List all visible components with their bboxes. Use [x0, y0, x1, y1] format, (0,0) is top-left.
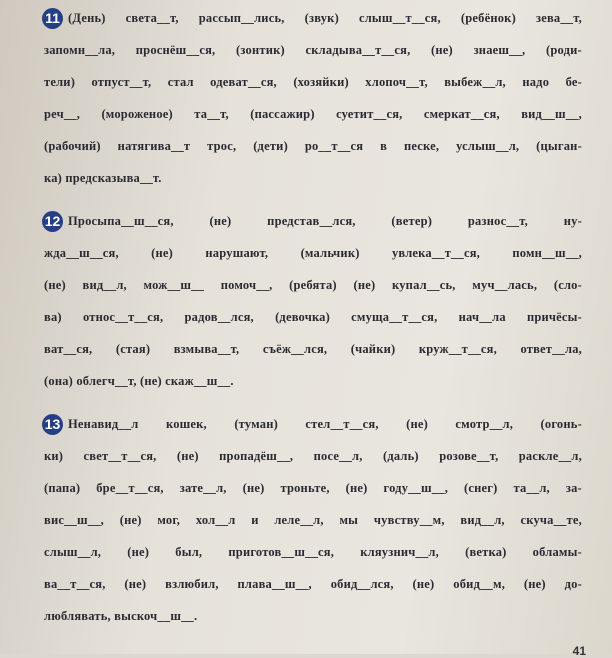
- line-text: (папа) бре__т__ся, зате__л, (не) троньте, (не) году__ш__, (снег) та__л, за-: [44, 481, 582, 495]
- exercise-line: [44, 508, 582, 540]
- exercise-line: [44, 209, 582, 241]
- exercise-line: [44, 604, 582, 636]
- line-text: слыш__л, (не) был, приготов__ш__ся, кляузнич__л, (ветка) обламы-: [44, 545, 582, 559]
- exercise-line: [44, 38, 582, 70]
- exercise-line: [44, 102, 582, 134]
- exercise-line: [44, 412, 582, 444]
- exercise-number-badge: 11: [42, 8, 63, 29]
- line-text: тели) отпуст__т, стал одеват__ся, (хозяйки) хлопоч__т, выбеж__л, надо бе-: [44, 75, 582, 89]
- exercise-number-badge: 13: [42, 414, 63, 435]
- line-text: ва) относ__т__ся, радов__лся, (девочка) смуща__т__ся, нач__ла причёсы-: [44, 310, 582, 324]
- exercise-line: [44, 134, 582, 166]
- line-text: (рабочий) натягива__т трос, (дети) ро__т__ся в песке, услыш__л, (цыган-: [44, 139, 582, 153]
- line-text: вис__ш__, (не) мог, хол__л и леле__л, мы чувству__м, вид__л, скуча__те,: [44, 513, 582, 527]
- exercise-line: [44, 6, 582, 38]
- exercise-13: [44, 412, 582, 636]
- exercise-line: [44, 476, 582, 508]
- page-number: 41: [572, 644, 586, 658]
- exercise-line: [44, 305, 582, 337]
- exercise-line: [44, 337, 582, 369]
- line-text: жда__ш__ся, (не) нарушают, (мальчик) увлека__т__ся, помн__ш__,: [44, 246, 582, 260]
- exercise-line: [44, 70, 582, 102]
- line-text: Просыпа__ш__ся, (не) представ__лся, (ветер) разнос__т, ну-: [68, 214, 582, 228]
- line-text: ка) предсказыва__т.: [44, 171, 162, 185]
- exercise-line: [44, 572, 582, 604]
- line-text: реч__, (мороженое) та__т, (пассажир) суетит__ся, смеркат__ся, вид__ш__,: [44, 107, 582, 121]
- line-text: люблявать, выскоч__ш__.: [44, 609, 198, 623]
- exercise-line: [44, 241, 582, 273]
- exercise-number-badge: 12: [42, 211, 63, 232]
- line-text: ки) свет__т__ся, (не) пропадёш__, посе__л, (даль) розове__т, раскле__л,: [44, 449, 582, 463]
- line-text: (она) облегч__т, (не) скаж__ш__.: [44, 374, 234, 388]
- exercise-line: [44, 444, 582, 476]
- exercise-line: [44, 540, 582, 572]
- line-text: (не) вид__л, мож__ш__ помоч__, (ребята) (не) купал__сь, муч__лась, (сло-: [44, 278, 582, 292]
- exercise-line: [44, 369, 582, 401]
- line-text: (День) света__т, рассып__лись, (звук) слыш__т__ся, (ребёнок) зева__т,: [68, 11, 582, 25]
- line-text: ва__т__ся, (не) взлюбил, плава__ш__, обид__лся, (не) обид__м, (не) до-: [44, 577, 582, 591]
- line-text: ват__ся, (стая) взмыва__т, съёж__лся, (чайки) круж__т__ся, ответ__ла,: [44, 342, 582, 356]
- exercise-12: [44, 209, 582, 401]
- line-text: Ненавид__л кошек, (туман) стел__т__ся, (не) смотр__л, (огонь-: [68, 417, 582, 431]
- exercise-line: [44, 273, 582, 305]
- line-text: запомн__ла, проснёш__ся, (зонтик) складыва__т__ся, (не) знаеш__, (роди-: [44, 43, 582, 57]
- exercise-line: [44, 166, 582, 198]
- exercise-11: [44, 6, 582, 198]
